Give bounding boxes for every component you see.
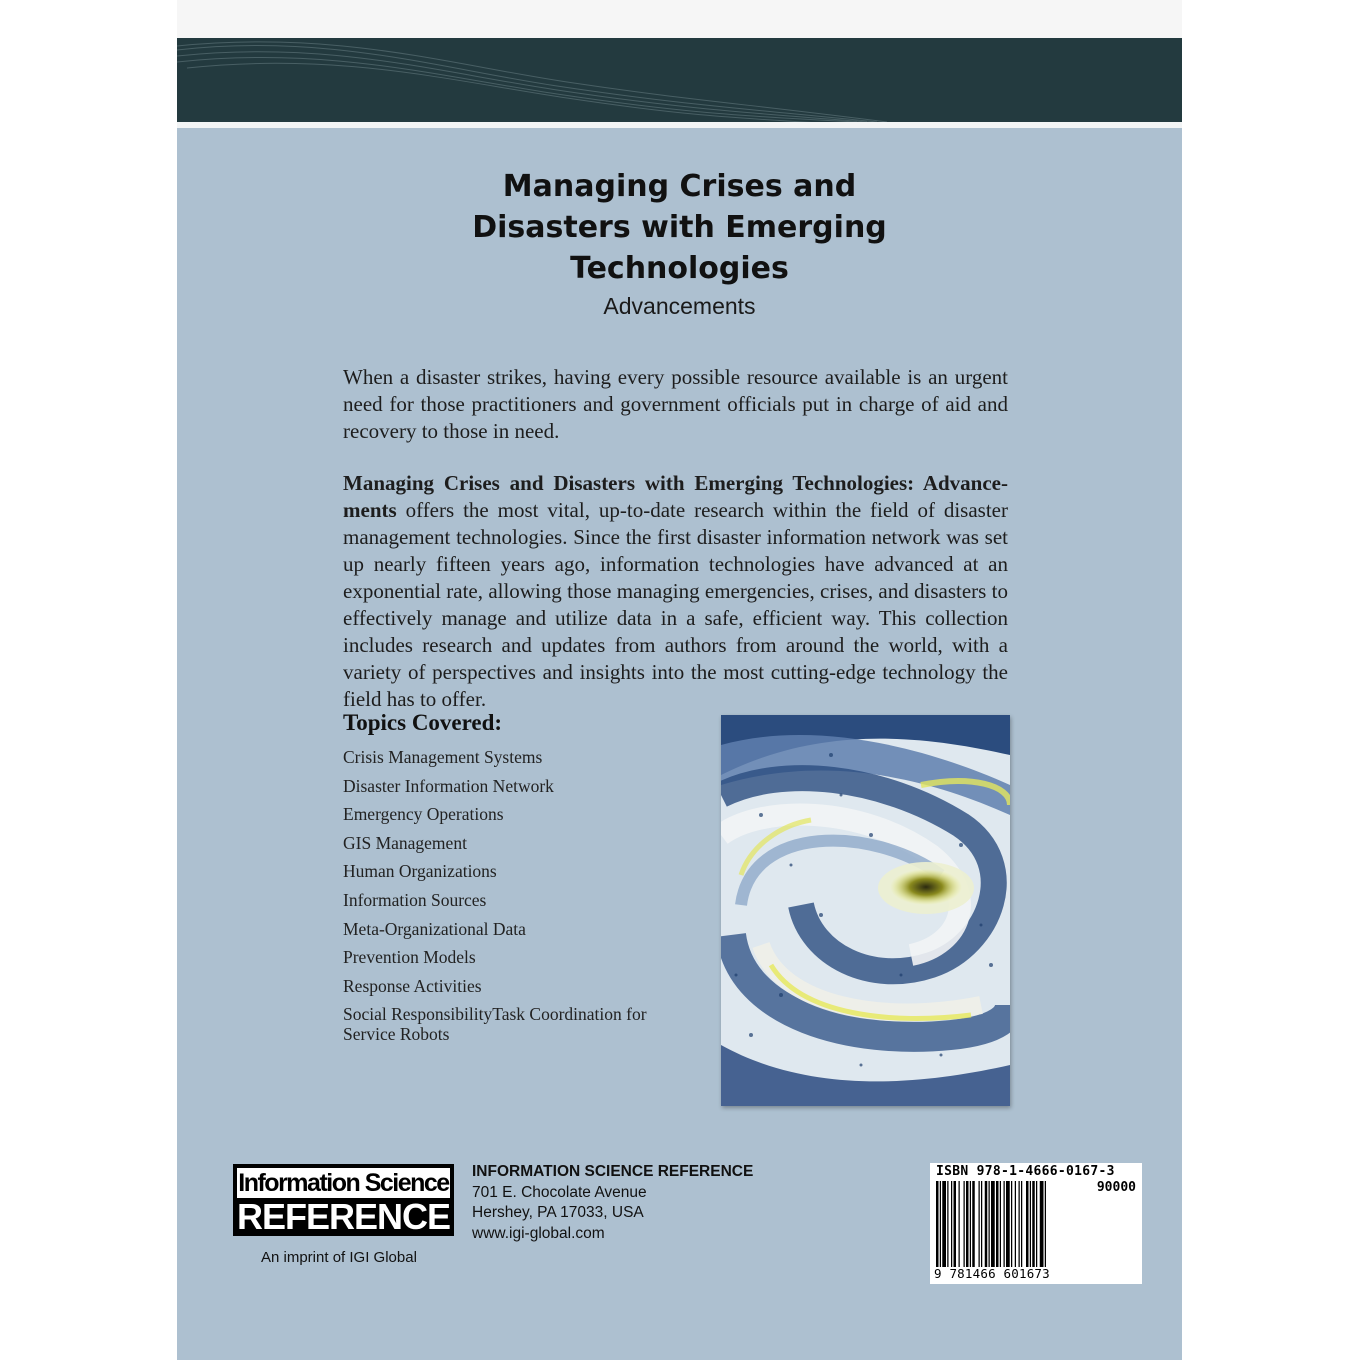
list-item: Prevention Models <box>343 947 476 968</box>
list-item: Information Sources <box>343 889 487 910</box>
list-item: Crisis Management Systems <box>343 747 543 767</box>
list-item: Meta-Organizational Data <box>343 918 526 939</box>
title-line-1: Managing Crises and <box>502 169 857 204</box>
wave-lines-decoration <box>177 38 1182 122</box>
imprint-text: An imprint of IGI Global <box>261 1249 417 1266</box>
list-item: Emergency Operations <box>343 804 504 825</box>
list-item: Human Organizations <box>343 861 497 882</box>
description-paragraph-2 <box>343 470 1008 713</box>
description-paragraph-1: When a disaster strikes, having every possible resource available is an urgent need for those practitioners and government officials put in charge of aid and recovery to those in need. <box>343 365 1008 443</box>
book-title <box>177 166 1182 289</box>
header-band <box>177 38 1182 122</box>
hurricane-watercolor-image <box>721 715 1010 1106</box>
list-item: Response Activities <box>343 975 482 996</box>
description-text: offers the most vital, up-to-date research within the field of disaster management technologies. Since the first disaster information network was set up nearly fifteen years ago, information technologies have advanced at an exponential rate, allowing those managing emergencies, crises, and disasters to effectively manage and utilize data in a safe, efficient way. This collection includes research and updates from authors from around the world, with a variety of perspectives and insights into the most cutting-edge technology the field has to offer. <box>343 498 1008 711</box>
isbn-barcode <box>930 1163 1142 1284</box>
price-code: 90000 <box>1096 1180 1136 1195</box>
isbn-label: ISBN 978-1-4666-0167-3 <box>936 1164 1115 1179</box>
publisher-address <box>472 1162 753 1244</box>
ean-digits: 9 781466 601673 <box>934 1266 1050 1281</box>
publisher-logo <box>233 1164 454 1236</box>
list-item: GIS Management <box>343 832 467 853</box>
logo-line-2: REFERENCE <box>236 1196 451 1237</box>
book-back-cover <box>177 0 1182 1360</box>
title-line-3: Technologies <box>570 251 789 286</box>
publisher-name: INFORMATION SCIENCE REFERENCE <box>472 1163 754 1180</box>
title-line-2: Disasters with Emerging <box>472 210 887 245</box>
topics-heading: Topics Covered: <box>343 710 503 735</box>
address-line-1: 701 E. Chocolate Avenue <box>472 1183 647 1201</box>
logo-line-1: Information Science <box>238 1169 449 1197</box>
book-subtitle: Advancements <box>603 293 756 319</box>
address-line-2: Hershey, PA 17033, USA <box>472 1204 644 1221</box>
list-item: Social ResponsibilityTask Coordination for Service Robots <box>343 1004 647 1045</box>
list-item: Disaster Information Network <box>343 775 554 796</box>
topics-list <box>343 747 673 1053</box>
top-margin <box>177 0 1182 38</box>
publisher-website: www.igi-global.com <box>472 1224 605 1242</box>
description-book-title: Managing Crises and Disasters with Emerging Technologies: Advancements <box>343 471 1008 522</box>
barcode-bars <box>934 1181 1084 1267</box>
band-divider <box>177 122 1182 128</box>
